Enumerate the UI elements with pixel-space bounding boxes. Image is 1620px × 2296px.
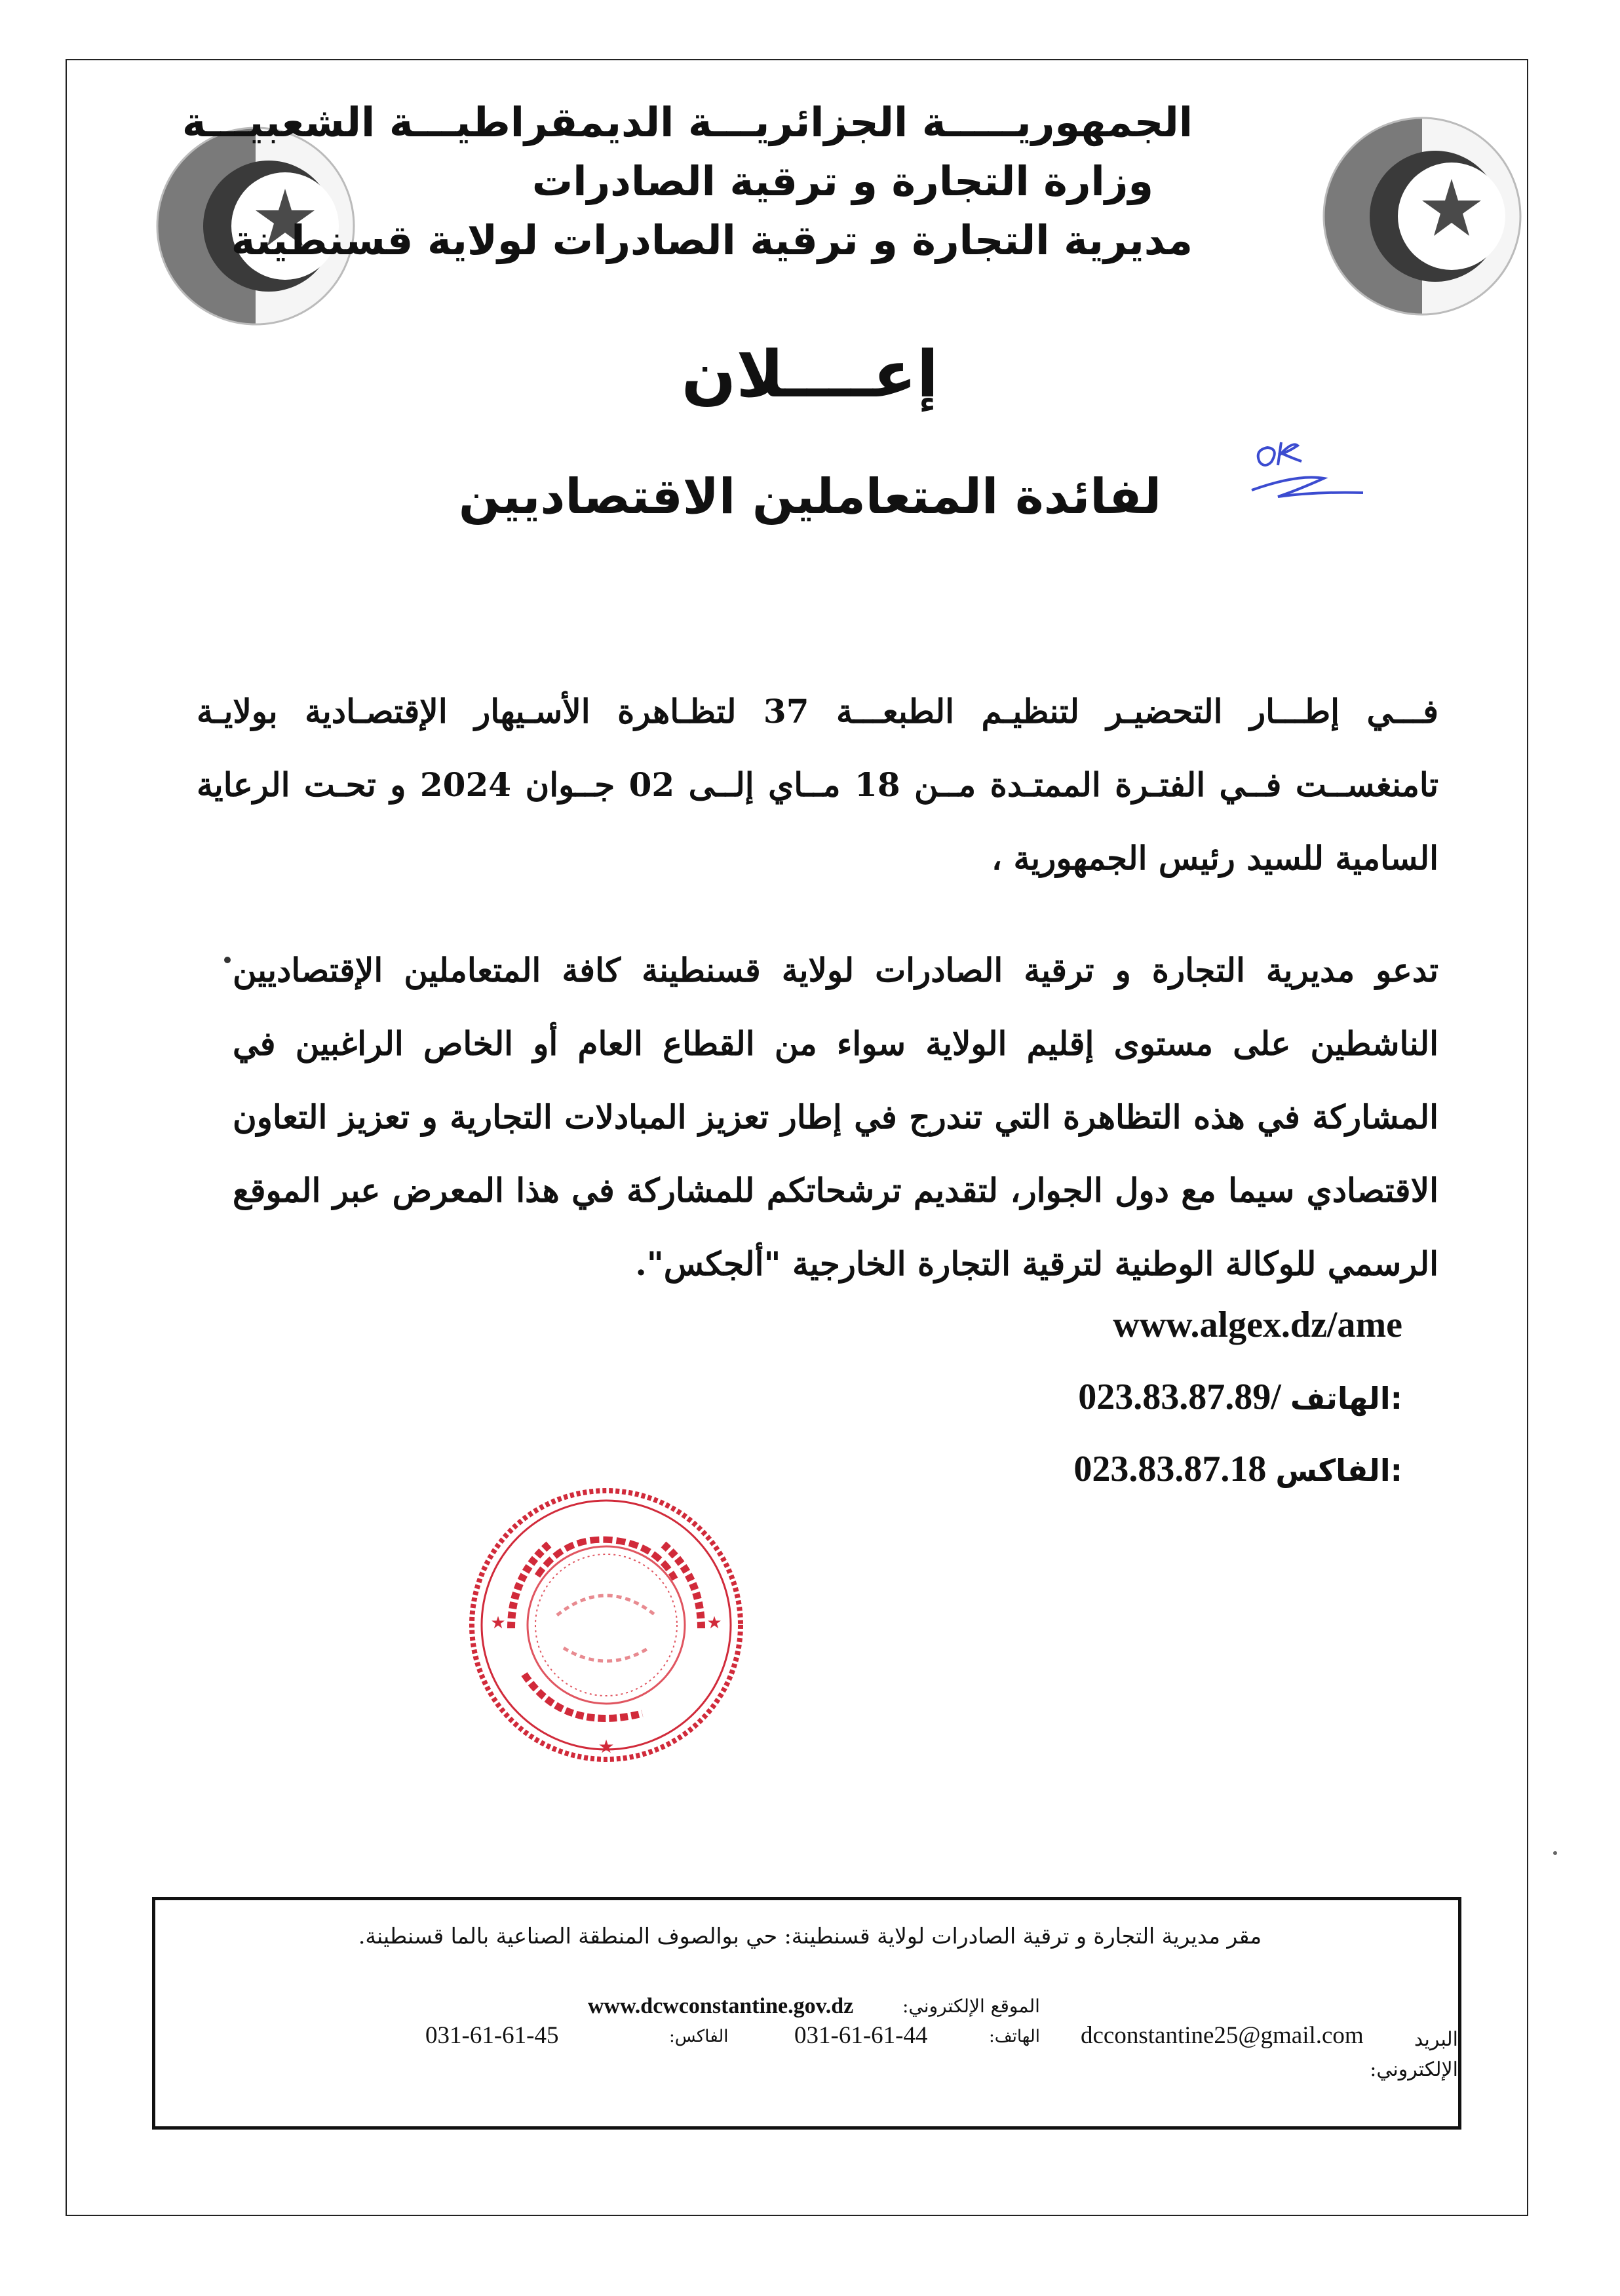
- fax-number: 023.83.87.18: [1073, 1449, 1267, 1489]
- official-stamp: [459, 1478, 754, 1772]
- algex-url: www.algex.dz/ame: [1113, 1305, 1402, 1345]
- footer-fax: 031-61-61-45: [425, 2022, 559, 2049]
- ministry-name: وزارة التجارة و ترقية الصادرات: [531, 157, 1153, 205]
- scan-speck: [1553, 1851, 1557, 1855]
- footer-tel: 031-61-61-44: [794, 2022, 928, 2049]
- phone-line: [950, 1376, 1402, 1418]
- paragraph-intro: فـــي إطـــار التحضيـر لتنظيـم الطبعـــة 37 لتظـاهرة الأسـيهار الإقتصـادية بولايـة تامنغســت فــي الفتـرة الممتـدة مــن 18 مــاي إلــى 02 جــوان 2024 و تحـت الرعاية السامية للسيد رئيس الجمهورية ،: [197, 692, 1438, 877]
- phone-number: 023.83.87.89/: [1078, 1377, 1281, 1417]
- footer-website-label: الموقع الإلكتروني:: [902, 1995, 1040, 2017]
- paragraph-invitation: تدعو مديرية التجارة و ترقية الصادرات لولاية قسنطينة كافة المتعاملين الإقتصاديين الناشطين على مستوى إقليم الولاية سواء من القطاع العام أو الخاص الراغبين في المشاركة في هذه التظاهرة التي تندرج في إطار تعزيز المبادلات التجارية و تعزيز التعاون الاقتصادي سيما مع دول الجوار، لتقديم ترشحاتكم للمشاركة في هذا المعرض عبر الموقع الرسمي للوكالة الوطنية لترقية التجارة الخارجية "ألجكس".: [233, 951, 1438, 1283]
- footer-fax-label: الفاكس:: [669, 2027, 729, 2046]
- footer-email[interactable]: dcconstantine25@gmail.com: [1081, 2022, 1364, 2049]
- footer-address: مقر مديرية التجارة و ترقية الصادرات لولاية قسنطينة: حي بوالصوف المنطقة الصناعية بالما قسنطينة.: [358, 1923, 1262, 1949]
- svg-text:★: ★: [490, 1613, 506, 1633]
- phone-label: الهاتف:: [1290, 1381, 1402, 1416]
- svg-text:★: ★: [598, 1736, 615, 1757]
- footer-website[interactable]: www.dcwconstantine.gov.dz: [588, 1994, 854, 2018]
- svg-text:★: ★: [706, 1613, 722, 1633]
- footer-contact-box: [152, 1897, 1461, 2130]
- republic-name: الجمهوريـــــة الجزائريـــة الديمقراطيـــة الشعبيـــة: [182, 98, 1193, 146]
- footer-tel-label: الهاتف:: [989, 2027, 1040, 2046]
- footer-email-label: البريد الإلكتروني:: [1370, 2028, 1458, 2081]
- handwritten-ok-mark: [1245, 432, 1402, 511]
- announcement-subtitle: لفائدة المتعاملين الاقتصاديين: [458, 469, 1162, 525]
- algeria-emblem-right: [1317, 111, 1527, 321]
- directorate-name: مديرية التجارة و ترقية الصادرات لولاية قسنطينة: [231, 216, 1193, 264]
- fax-label: الفاكس:: [1275, 1453, 1402, 1488]
- announcement-title: إعــــلان: [681, 337, 939, 412]
- fax-line: [950, 1448, 1402, 1490]
- ink-dot: [224, 957, 231, 963]
